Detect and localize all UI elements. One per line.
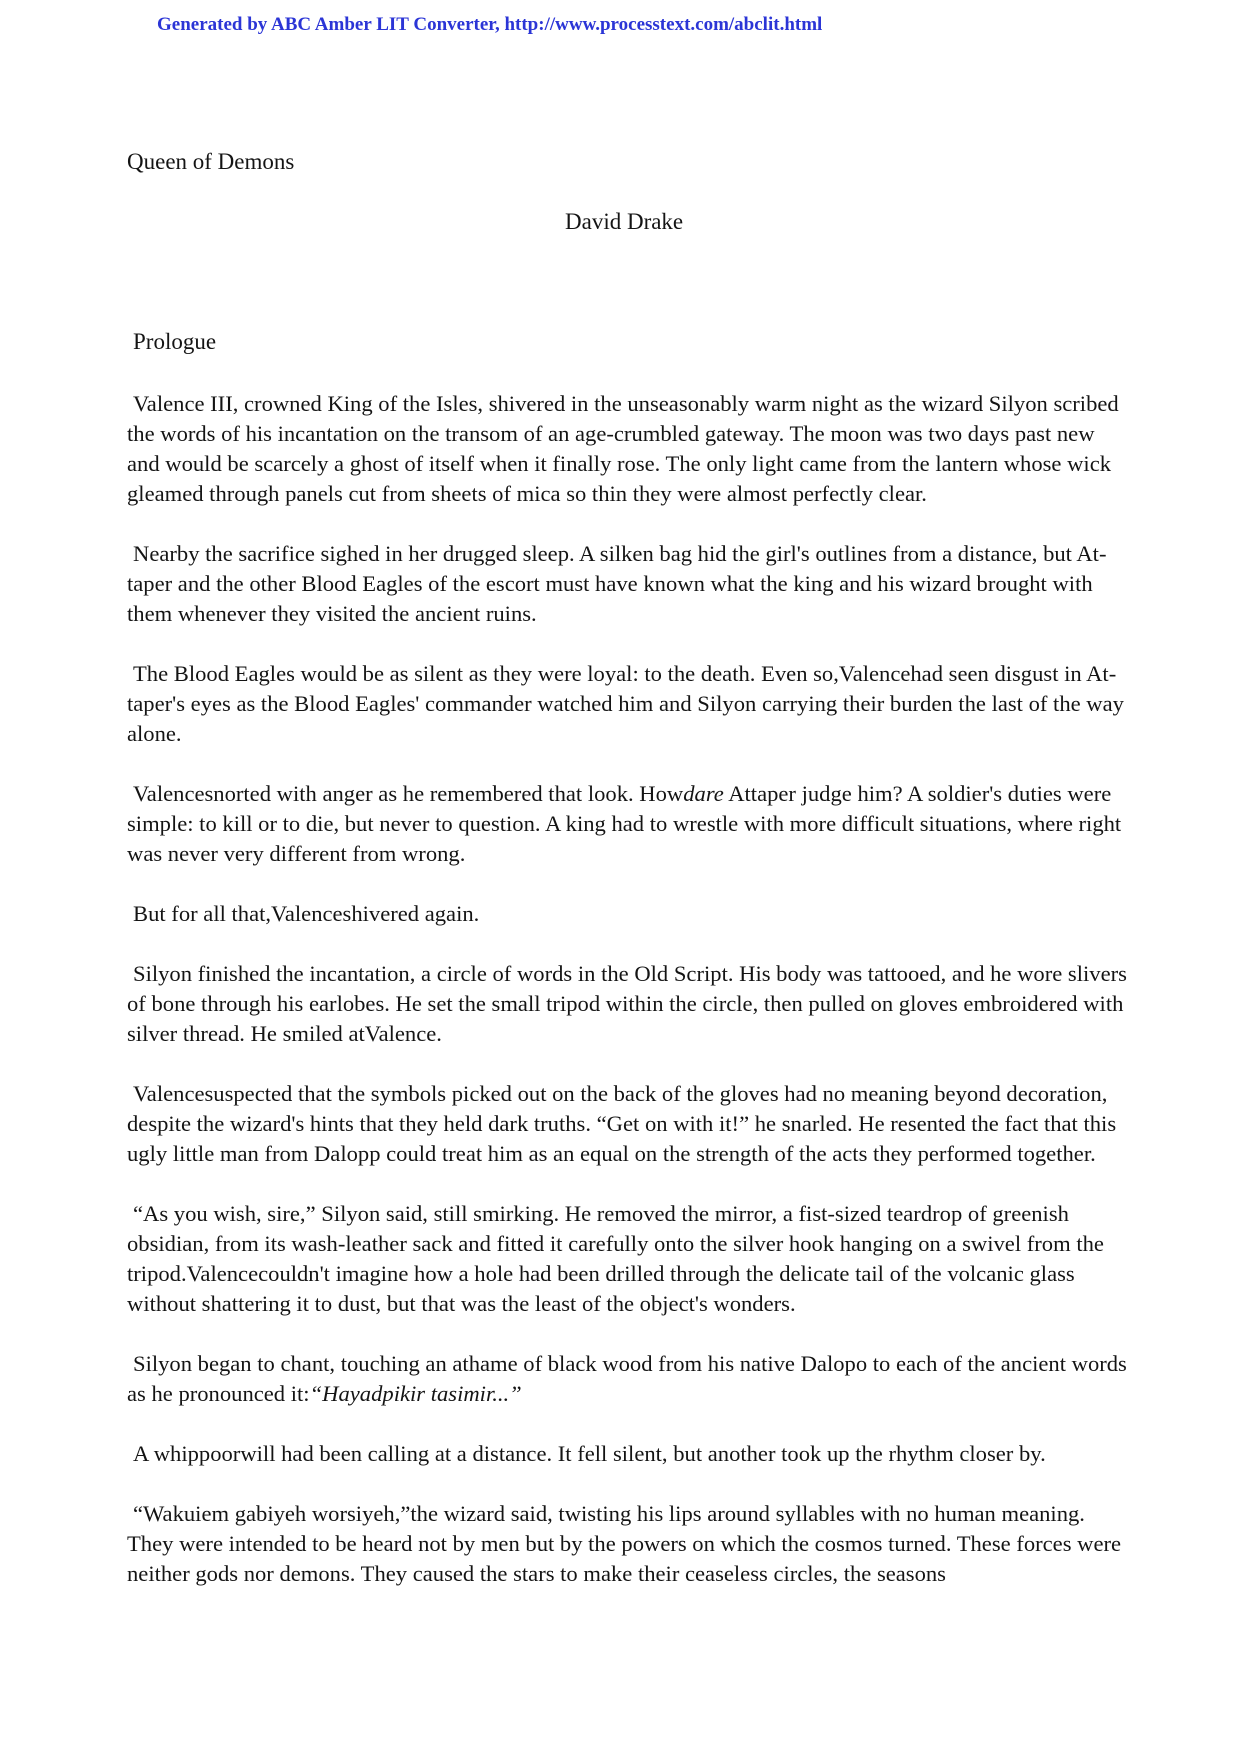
paragraph: Nearby the sacrifice sighed in her drugged sleep. A silken bag hid the girl's outlines from a distance, but At-taper and the other Blood Eagles of the escort must have known what the king and his wizard brought with them whenever they visited the ancient ruins. — [127, 541, 1107, 626]
converter-label: Generated by ABC Amber LIT Converter, — [157, 14, 505, 35]
paragraph: A whippoorwill had been calling at a distance. It fell silent, but another took up the rhythm closer by. — [133, 1441, 1046, 1466]
book-title: Queen of Demons — [127, 149, 295, 174]
paragraph: “As you wish, sire,” Silyon said, still smirking. He removed the mirror, a fist-sized teardrop of greenish obsidian, from its wash-leather sack and fitted it carefully onto the silver hook hanging on a swivel from the tripod.Valencecouldn't imagine how a hole had been drilled through the delicate tail of the volcanic glass without shattering it to dust, but that was the least of the object's wonders. — [127, 1201, 1104, 1316]
paragraph: The Blood Eagles would be as silent as they were loyal: to the death. Even so,Valencehad seen disgust in At-taper's eyes as the Blood Eagles' commander watched him and Silyon carrying their burden the last of the way alone. — [127, 661, 1124, 746]
converter-header — [157, 14, 822, 36]
paragraph-emphasis: dare — [683, 781, 724, 806]
section-heading: Prologue — [133, 329, 217, 354]
paragraph — [127, 1349, 1127, 1409]
paragraph: Valence III, crowned King of the Isles, shivered in the unseasonably warm night as the wizard Silyon scribed the words of his incantation on the transom of an age-crumbled gateway. The moon was two days past new and would be scarcely a ghost of itself when it finally rose. The only light came from the lantern whose wick gleamed through panels cut from sheets of mica so thin they were almost perfectly clear. — [127, 391, 1119, 506]
paragraph: Valencesuspected that the symbols picked out on the back of the gloves had no meaning beyond decoration, despite the wizard's hints that they held dark truths. “Get on with it!” he snarled. He resented the fact that this ugly little man from Dalopp could treat him as an equal on the strength of the acts they performed together. — [127, 1081, 1117, 1166]
paragraph: Silyon finished the incantation, a circle of words in the Old Script. His body was tattooed, and he wore slivers of bone through his earlobes. He set the small tripod within the circle, then pulled on gloves embroidered with silver thread. He smiled atValence. — [127, 961, 1127, 1046]
body-text — [127, 389, 1127, 1619]
paragraph-text: Silyon began to chant, touching an athame of black wood from his native Dalopo to each of the ancient words as he pronounced it: — [127, 1351, 1127, 1406]
paragraph-text: Attaper judge him? A soldier's duties were simple: to kill or to die, but never to question. A king had to wrestle with more difficult situations, where right was never very different from wrong. — [127, 781, 1122, 866]
paragraph — [127, 779, 1127, 869]
book-author: David Drake — [565, 209, 684, 234]
paragraph: But for all that,Valenceshivered again. — [133, 901, 480, 926]
paragraph-text: Valencesnorted with anger as he remembered that look. How — [133, 781, 684, 806]
paragraph-emphasis: “Hayadpikir tasimir...” — [309, 1381, 522, 1406]
paragraph: “Wakuiem gabiyeh worsiyeh,”the wizard said, twisting his lips around syllables with no human meaning. They were intended to be heard not by men but by the powers on which the cosmos turned. These forces were neither gods nor demons. They caused the stars to make their ceaseless circles, the seasons — [127, 1501, 1122, 1586]
converter-link[interactable]: http://www.processtext.com/abclit.html — [504, 14, 823, 35]
